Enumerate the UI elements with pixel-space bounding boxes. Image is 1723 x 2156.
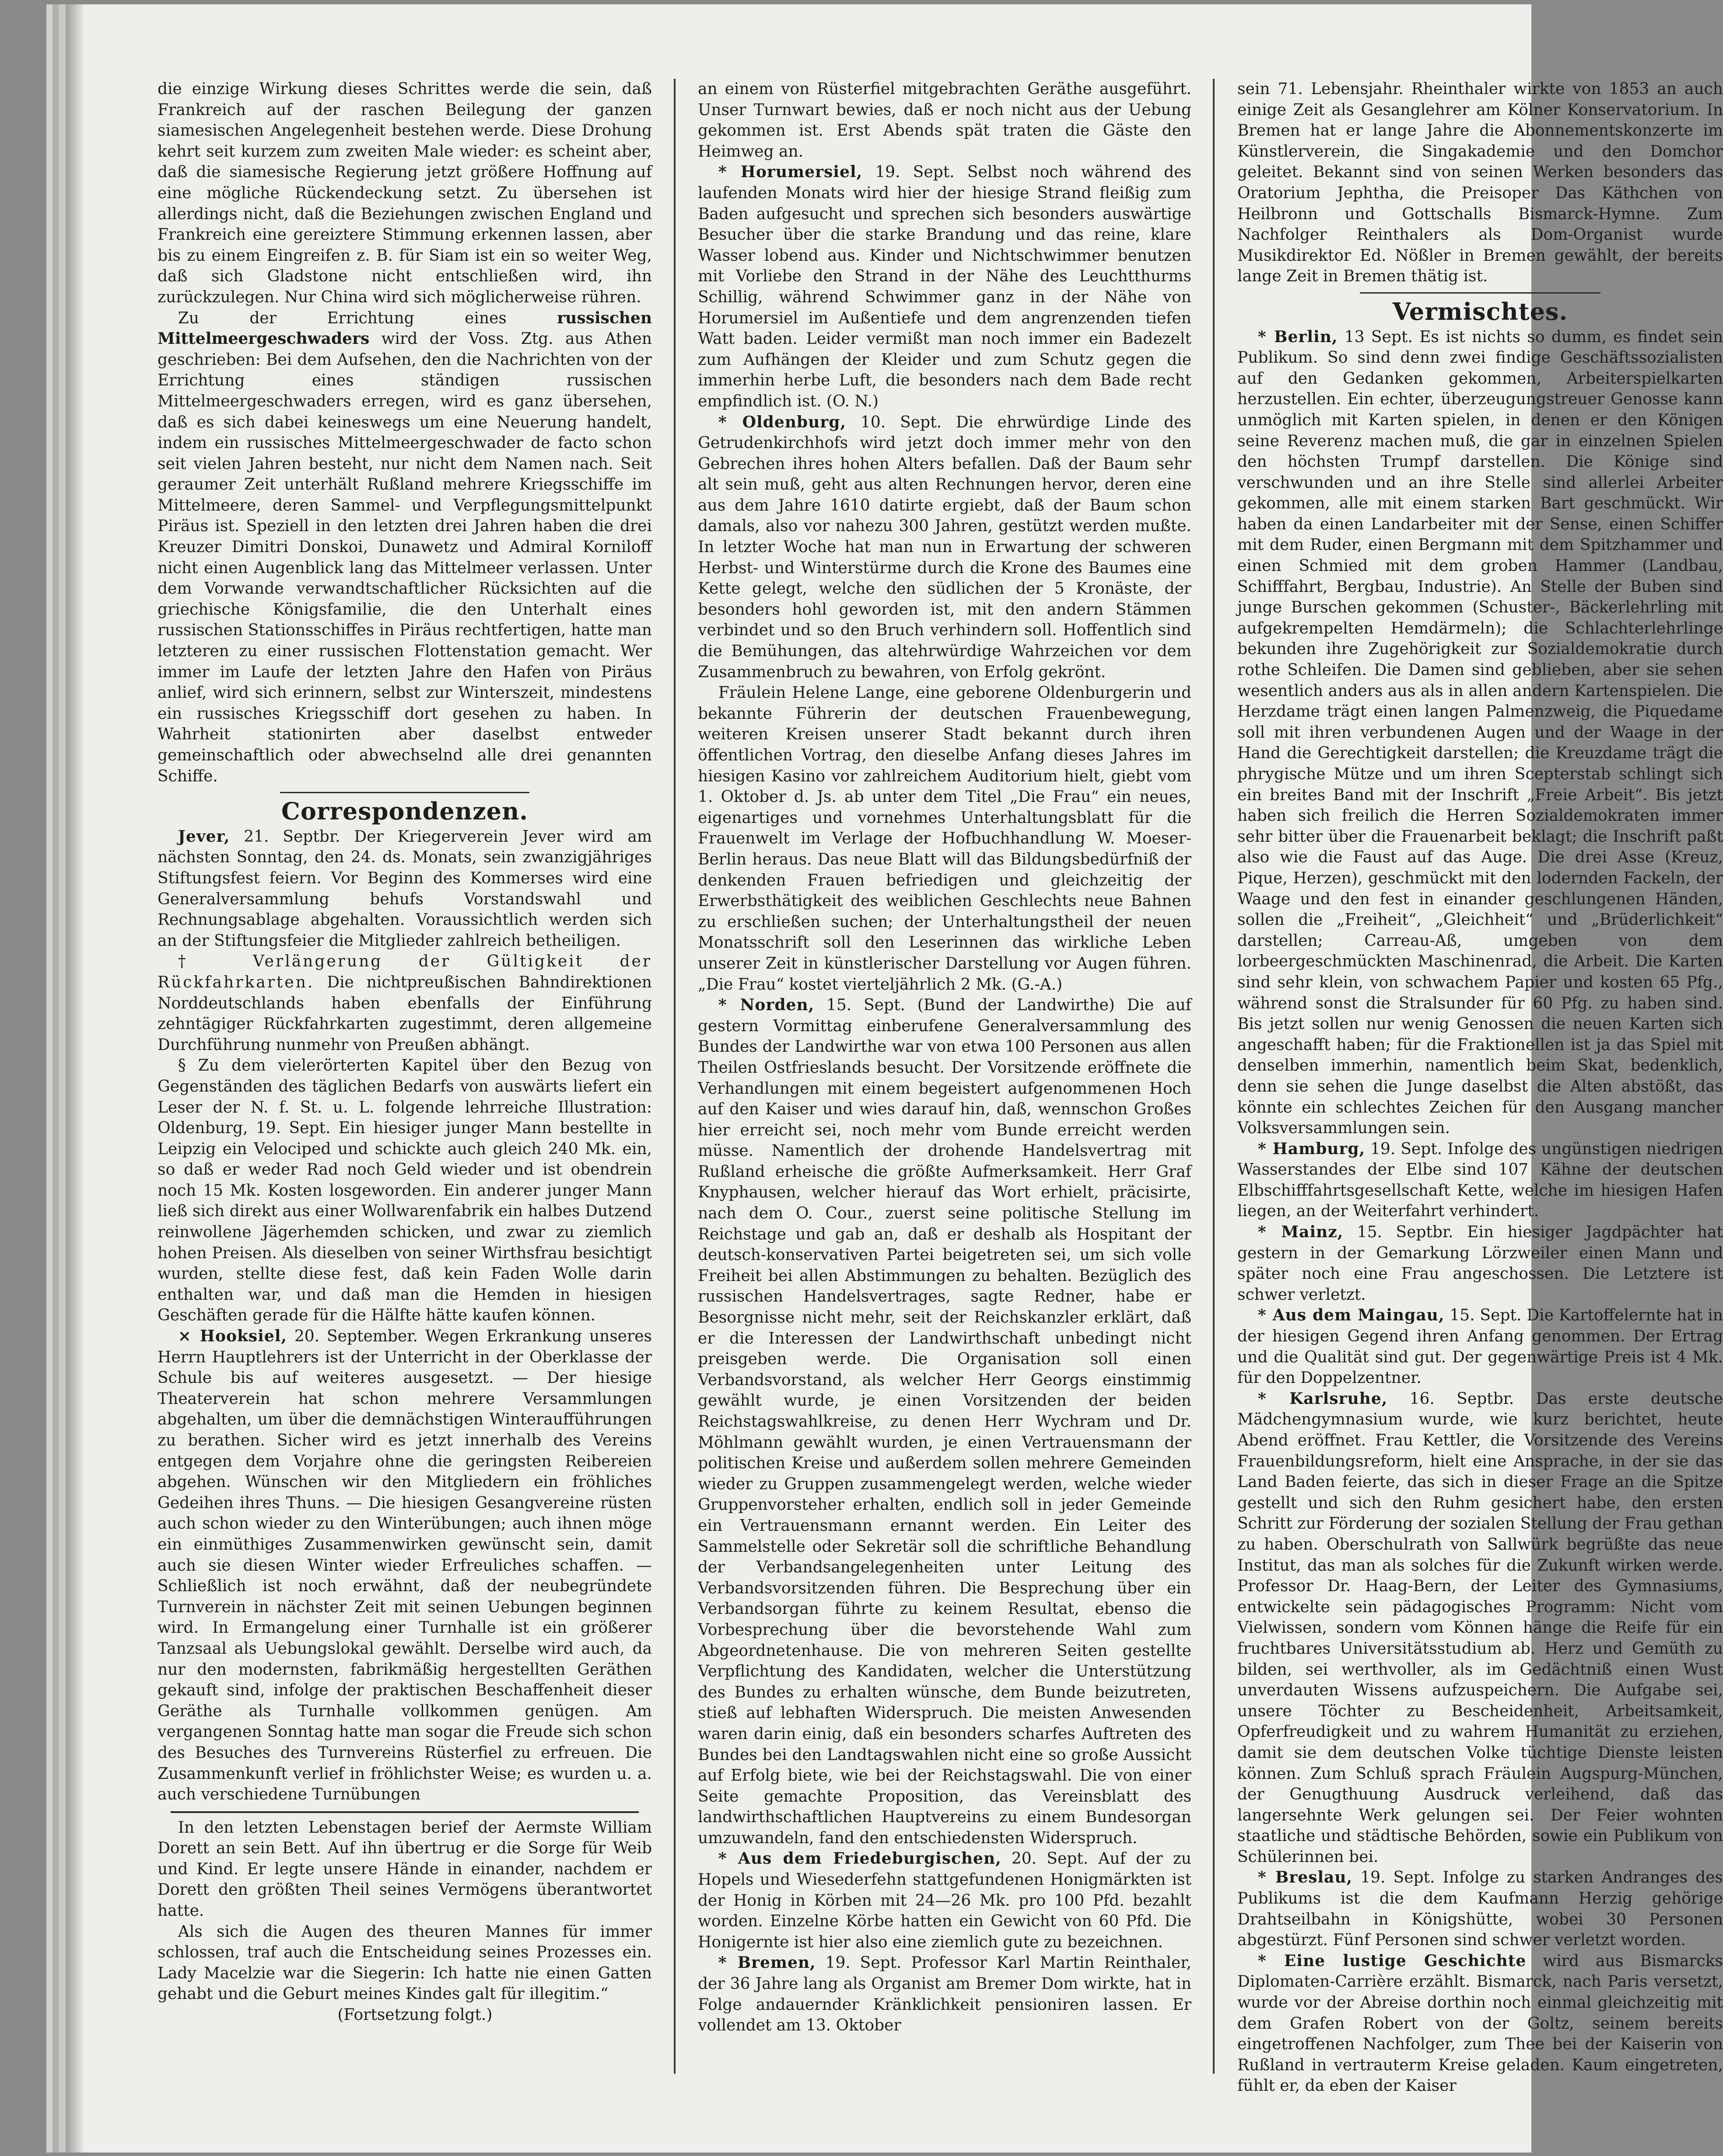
section-heading-vermischtes: Vermischtes.	[1392, 297, 1568, 326]
article-bezug: § Zu dem vielerörterten Kapitel über den Bezug von Gegenständen des täglichen Bedarfs von auswärts liefert ein Leser der N. f. St. u. L. folgende lehrreiche Illustration: Oldenburg, 19. Sept. Ein hiesiger junger Mann bestellte in Leipzig ein Velociped und schickte auch gleich 240 Mk. ein, so daß er weder Rad noch Geld wieder und ist obendrein noch 15 Mk. Kosten losgeworden. Ein anderer junger Mann ließ sich direkt aus einer Wollwarenfabrik ein halbes Dutzend reinwollene Jägerhemden schicken, und zwar zu ziemlich hohen Preisen. Als dieselben von seiner Wirthsfrau besichtigt wurden, stellte diese fest, daß kein Faden Wolle darin enthalten war, und daß man die Hemden in hiesigen Geschäften gerade für die Hälfte hätte kaufen können.	[158, 1057, 652, 1325]
article-text: 19. Sept. Infolge zu starken Andranges des Publikums ist die dem Kaufmann Herzig gehörige Drahtseilbahn in Königshütte, wobei 30 Personen abgestürzt. Fünf Personen sind schwer verletzt worden.	[1237, 1869, 1723, 1950]
article-text: 16. Septbr. Das erste deutsche Mädchengymnasium wurde, wie kurz berichtet, heute Abend eröffnet. Frau Kettler, die Vorsitzende des Vereins Frauenbildungsreform, hielt eine Ansprache, in der sie das Land Baden feierte, das sich in dieser Frage an die Spitze gestellt und sich den Ruhm gesichert habe, den ersten Schritt zur Förderung der sozialen Stellung der Frau gethan zu haben. Oberschulrath von Sallwürk begrüßte das neue Institut, das man als solches für die Zukunft wirken werde. Professor Dr. Haag-Bern, der Leiter des Gymnasiums, entwickelte sein pädagogisches Programm: Nicht vom Vielwissen, sondern vom Können hänge die Reife für ein fruchtbares Universitätsstudium ab. Herz und Gemüth zu bilden, sei werthvoller, als im Gedächtniß einen Wust unverdauten Wissens aufzuspeichern. Die Aufgabe sei, unsere Töchter zu Bescheidenheit, Arbeitsamkeit, Opferfreudigkeit und zu wahrem Humanität zu erziehen, damit sie dem deutschen Volke tüchtige Dienste leisten können. Zum Schluß sprach Fräulein Augspurg-München, der Genugthuung Ausdruck verleihend, daß das langersehnte Werk gelungen sei. Der Feier wohnten staatliche und städtische Behörden, sowie ein Publikum von Schülerinnen bei.	[1237, 1390, 1723, 1866]
article-hamburg	[1237, 1139, 1723, 1222]
page-columns	[158, 79, 1723, 2095]
article-bremen	[698, 1953, 1191, 2036]
section-divider	[280, 792, 529, 793]
dateline: × Hooksiel,	[178, 1327, 287, 1346]
article-bismarck	[1237, 1951, 1723, 2096]
article-text: 20. Sept. Auf der zu Hopels und Wiesederfehn stattgefundenen Honigmärkten ist der Honig in Körben mit 24—26 Mk. pro 100 Pfd. bezahlt worden. Einzelne Körbe hatten ein Gewicht von 60 Pfd. Die Honigernte ist hier also eine ziemlich gute zu bezeichnen.	[698, 1850, 1191, 1951]
article-text: 13 Sept. Es ist nichts so dumm, es findet sein Publikum. So sind denn zwei findige Geschäftssozialisten auf den Gedanken gekommen, Arbeiterspielkarten herzustellen. Ein echter, überzeugungstreuer Genosse kann unmöglich mit Karten spielen, in denen er den Königen seine Reverenz machen muß, die gar in einzelnen Spielen den höchsten Trumpf darstellen. Die Könige sind verschwunden und an ihre Stelle sind allerlei Arbeiter gekommen, alle mit einem starken Bart geschmückt. Wir haben da einen Landarbeiter mit der Sense, einen Schiffer mit dem Ruder, einen Bergmann mit dem Spitzhammer und einen Schmied mit dem groben Hammer (Landbau, Schifffahrt, Bergbau, Industrie). An Stelle der Buben sind junge Burschen gekommen (Schuster-, Bäckerlehrling mit aufgekrempelten Hemdärmeln); die Schlachterlehrlinge bekunden ihre Zugehörigkeit zur Sozialdemokratie durch rothe Schleifen. Die Damen sind geblieben, aber sie sehen wesentlich anders aus als in allen andern Kartenspielen. Die Herzdame trägt einen langen Palmenzweig, die Piquedame soll mit ihren verbundenen Augen und der Waage in der Hand die Gerechtigkeit darstellen; die Kreuzdame trägt die phrygische Mütze und um ihren Scepterstab schlingt sich ein breites Band mit der Inschrift „Freie Arbeit“. Bis jetzt haben sich freilich die Herren Sozialdemokraten immer sehr bitter über die Frauenarbeit beklagt; die Inschrift paßt also wie die Faust auf das Auge. Die drei Asse (Kreuz, Pique, Herzen), geschmückt mit den lodernden Fackeln, der Waage und den fest in einander geschlungenen Händen, sollen die „Freiheit“, „Gleichheit“ und „Brüderlichkeit“ darstellen; Carreau-Aß, umgeben von dem lorbeergeschmückten Maschinenrad, die Arbeit. Die Karten sind sehr klein, von schwachem Papier und kosten 65 Pfg., während sonst die Stralsunder für 60 Pfg. zu haben sind. Bis jetzt sollen nur wenig Genossen die neuen Karten sich angeschafft haben; für die Fraktionellen ist ja das Spiel mit denselben immerhin, namentlich beim Skat, bedenklich, denn sie sehen die Junge daselbst die Alten abstößt, das könnte ein schlechtes Zeichen für den Ausgang mancher Volksversammlungen sein.	[1237, 328, 1723, 1138]
article-jever	[158, 826, 652, 952]
article-karlsruhe	[1237, 1389, 1723, 1868]
article-rueckfahrkarten	[158, 951, 652, 1055]
dateline: * Aus dem Maingau,	[1257, 1306, 1445, 1325]
article-friedeburg	[698, 1848, 1191, 1953]
article-russian-fleet	[158, 308, 652, 787]
dateline: * Horumersiel,	[718, 163, 863, 182]
article-text: 20. September. Wegen Erkrankung unseres Herrn Hauptlehrers ist der Unterricht in der Oberklasse der Schule bis auf weiteres ausgesetzt. — Der hiesige Theaterverein hat schon mehrere Versammlungen abgehalten, um über die demnächstigen Winteraufführungen zu berathen. Sicher wird es jetzt innerhalb des Vereins entgegen dem Vorjahre ohne die geringsten Reibereien abgehen. Wünschen wir den Mitgliedern ein fröhliches Gedeihen ihres Thuns. — Die hiesigen Gesangvereine rüsten auch schon wieder zu den Winterübungen; auch ihnen möge ein einmüthiges Zusammenwirken gewünscht sein, damit auch sie diesen Winter wieder Erfreuliches schaffen. — Schließlich ist noch erwähnt, daß der neubegründete Turnverein in nächster Zeit mit seinen Uebungen beginnen wird. In Ermangelung einer Turnhalle ist ein größerer Tanzsaal als Uebungslokal gewählt. Derselbe wird auch, da nur den modernsten, fabrikmäßig hergestellten Geräthen gekauft sind, infolge der praktischen Beschaffenheit dieser Geräthe als Turnhalle vollkommen genügen. Am vergangenen Sonntag hatte man sogar die Freude sich schon des Besuches des Turnvereins Rüsterfiel zu erfreuen. Die Zusammenkunft verlief in fröhlichster Weise; es wurden u. a. auch verschiedene Turnübungen	[158, 1327, 652, 1804]
dateline: * Breslau,	[1257, 1868, 1353, 1887]
article-text: 10. Sept. Die ehrwürdige Linde des Getrudenkirchhofs wird jetzt doch immer mehr von den Gebrechen ihres hohen Alters befallen. Daß der Baum sehr alt sein muß, geht aus alten Rechnungen hervor, deren eine aus dem Jahre 1610 datirte ergiebt, daß der Baum schon damals, also vor nahezu 300 Jahren, gestützt werden mußte. In letzter Woche hat man nun in Erwartung der schweren Herbst- und Winterstürme durch die Krone des Baumes eine Kette gelegt, welche den südlichen der 5 Kronäste, der besonders hohl geworden ist, mit den andern Stämmen verbindet und so den Bruch verhindern soll. Hoffentlich sind die Bemühungen, das altehrwürdige Wahrzeichen vor dem Zusammenbruch zu bewahren, von Erfolg gekrönt.	[698, 413, 1191, 681]
article-maingau	[1237, 1305, 1723, 1388]
dateline: * Bremen,	[718, 1953, 816, 1972]
column-1	[158, 79, 652, 2074]
article-bremen-end: sein 71. Lebensjahr. Rheinthaler wirkte von 1853 an auch einige Zeit als Gesanglehrer am Kölner Konservatorium. In Bremen hat er lange Jahre die Abonnementskonzerte im Künstlerverein, die Singakademie und den Domchor geleitet. Bekannt sind von seinen Werken besonders das Oratorium Jephtha, die Preisoper Das Käthchen von Heilbronn und Gottschalls Bismarck-Hymne. Zum Nachfolger Reinthalers als Dom-Organist wurde Musikdirektor Ed. Nößler in Bremen gewählt, der bereits lange Zeit in Bremen thätig ist.	[1237, 80, 1723, 286]
section-divider	[1360, 292, 1600, 294]
article-text: Die nichtpreußischen Bahndirektionen Norddeutschlands haben ebenfalls der Einführung zehntägiger Rückfahrkarten zugestimmt, deren allgemeine Durchführung nunmehr von Preußen abhängt.	[158, 973, 652, 1054]
dateline: * Oldenburg,	[718, 413, 846, 431]
article-text: 19. Sept. Infolge des ungünstigen niedrigen Wasserstandes der Elbe sind 107 Kähne der deutschen Elbschifffahrtsgesellschaft Kette, welche im hiesigen Hafen liegen, an der Weiterfahrt verhindert.	[1237, 1140, 1723, 1221]
novel-paragraph: In den letzten Lebenstagen berief der Aermste William Dorett an sein Bett. Auf ihn übertrug er die Sorge für Weib und Kind. Er legte unsere Hände in einander, nachdem er Dorett den größten Theil seines Vermögens überantwortet hatte.	[158, 1818, 652, 1920]
dateline: * Hamburg,	[1257, 1139, 1366, 1158]
dateline: * Eine lustige Geschichte	[1257, 1951, 1527, 1970]
article-text: Zu der Errichtung eines	[178, 309, 557, 327]
dateline: * Mainz,	[1257, 1223, 1344, 1242]
dateline: * Karlsruhe,	[1257, 1389, 1388, 1408]
article-oldenburg	[698, 412, 1191, 683]
dateline: Jever,	[178, 827, 230, 846]
article-keyword: † Verlängerung der Gültigkeit der Rückfahrkarten.	[158, 952, 652, 991]
column-rule	[1213, 79, 1215, 2074]
continuation-note: (Fortsetzung folgt.)	[337, 2006, 493, 2024]
article-mainz	[1237, 1222, 1723, 1305]
column-2	[698, 79, 1191, 2074]
article-breslau	[1237, 1867, 1723, 1950]
column-3	[1237, 79, 1723, 2095]
article-helene-lange: Fräulein Helene Lange, eine geborene Oldenburgerin und bekannte Führerin der deutschen Frauenbewegung, weiteren Kreisen unserer Stadt bekannt durch ihren öffentlichen Vortrag, den dieselbe Anfang dieses Jahres im hiesigen Kasino vor zahlreichem Auditorium hielt, giebt vom 1. Oktober d. Js. ab unter dem Titel „Die Frau“ ein neues, eigenartiges und vornehmes Unterhaltungsblatt für die Frauenwelt im Verlage der Hofbuchhandlung W. Moeser-Berlin heraus. Das neue Blatt will das Bildungsbedürfniß der denkenden Frauen befriedigen und gleichzeitig der Erwerbsthätigkeit des weiblichen Geschlechts neue Bahnen zu erschließen suchen; der Unterhaltungstheil der neuen Monatsschrift soll den Leserinnen das wirkliche Leben unserer Zeit in künstlerischer Darstellung vor Augen führen. „Die Frau“ kostet vierteljährlich 2 Mk. (G.-A.)	[698, 684, 1191, 994]
dateline: * Aus dem Friedeburgischen,	[718, 1849, 1002, 1868]
article-berlin	[1237, 327, 1723, 1139]
article-text: 19. Sept. Professor Karl Martin Reinthaler, der 36 Jahre lang als Organist am Bremer Dom wirkte, hat in Folge andauernder Kränklichkeit pensioniren lassen. Er vollendet am 13. Oktober	[698, 1954, 1191, 2035]
dateline: * Norden,	[718, 996, 815, 1015]
article-text: 15. Septbr. Ein hiesiger Jagdpächter hat gestern in der Gemarkung Lörzweiler einen Mann und später noch eine Frau angeschossen. Die Letztere ist schwer verletzt.	[1237, 1223, 1723, 1304]
article-siam-end: die einzige Wirkung dieses Schrittes werde die sein, daß Frankreich auf der raschen Beilegung der ganzen siamesischen Angelegenheit bestehen werde. Diese Drohung kehrt seit kurzem zum zweiten Male wieder: es scheint aber, daß die siamesische Regierung jetzt größere Hoffnung auf eine mögliche Rückendeckung setzt. Zu übersehen ist allerdings nicht, daß die Beziehungen zwischen England und Frankreich eine gereiztere Stimmung erkennen lassen, aber bis zu einem Eingreifen z. B. für Siam ist ein so weiter Weg, daß sich Gladstone nicht entschließen wird, ihn zurückzulegen. Nur China wird sich möglicherweise rühren.	[158, 80, 652, 306]
article-hooksiel	[158, 1326, 652, 1805]
dateline: * Berlin,	[1257, 327, 1338, 346]
article-keyword: russischen Mittelmeergeschwaders	[158, 308, 652, 348]
article-text: 19. Sept. Selbst noch während des laufenden Monats wird hier der hiesige Strand fleißig zum Baden aufgesucht und sprechen sich besonders auswärtige Besucher über die starke Brandung und das reine, klare Wasser lobend aus. Kinder und Nichtschwimmer benutzen mit Vorliebe den Strand in der Nähe des Leuchtthurms Schillig, während Schwimmer ganz in der Nähe von Horumersiel im Außentiefe und dem angrenzenden tiefen Watt baden. Leider vermißt man noch immer ein Badezelt zum Aufhängen der Kleider und zum Schutz gegen die immerhin herbe Luft, die besonders nach dem Bade recht empfindlich ist. (O. N.)	[698, 163, 1191, 410]
column-rule	[674, 79, 676, 2074]
article-text: 21. Septbr. Der Kriegerverein Jever wird am nächsten Sonntag, den 24. ds. Monats, sein zwanzigjähriges Stiftungsfest feiern. Vor Beginn des Kommerses wird eine Generalversammlung behufs Vorstandswahl und Rechnungsablage abgehalten. Voraussichtlich werden sich an der Stiftungsfeier die Mitglieder zahlreich betheiligen.	[158, 827, 652, 950]
article-text: wird der Voss. Ztg. aus Athen geschrieben: Bei dem Aufsehen, den die Nachrichten von der Errichtung eines ständigen russischen Mittelmeergeschwaders erregen, wird es ganz übersehen, daß es sich dabei keineswegs um eine Neuerung handelt, indem ein russisches Mittelmeergeschwader de facto schon seit vielen Jahren besteht, nur nicht dem Namen nach. Seit geraumer Zeit unterhält Rußland mehrere Kriegsschiffe im Mittelmeere, deren Sammel- und Verpflegungsmittelpunkt Piräus ist. Speziell in den letzten drei Jahren haben die drei Kreuzer Dimitri Donskoi, Dunawetz und Admiral Korniloff nicht einen Augenblick lang das Mittelmeer verlassen. Unter dem Vorwande verwandtschaftlicher Rücksichten auf die griechische Königsfamilie, die den Unterhalt eines russischen Stationsschiffes in Piräus rechtfertigen, hatte man letzteren zu einer russischen Flottenstation gemacht. Wer immer im Laufe der letzten Jahre den Hafen von Piräus anlief, wird sich erinnern, selbst zur Winterszeit, mindestens ein russisches Kriegsschiff dort gesehen zu haben. In Wahrheit stationirten aber daselbst entweder gemeinschaftlich oder abwechselnd alle drei genannten Schiffe.	[158, 330, 652, 785]
feuilleton-divider	[171, 1811, 639, 1813]
article-norden	[698, 995, 1191, 1848]
article-horumersiel	[698, 162, 1191, 412]
newspaper-page	[66, 4, 1723, 2152]
article-text: wird aus Bismarcks Diplomaten-Carrière erzählt. Bismarck, nach Paris versetzt, wurde vor der Abreise dorthin noch einmal gleichzeitig mit dem Grafen Robert von der Goltz, seinem bereits eingetroffenen Nachfolger, zum Thee bei der Kaiserin von Rußland in vertrauterm Kreise geladen. Kaum eingetreten, fühlt er, da eben der Kaiser	[1237, 1952, 1723, 2095]
article-text: 15. Sept. Die Kartoffelernte hat in der hiesigen Gegend ihren Anfang genommen. Der Ertrag und die Qualität sind gut. Der gegenwärtige Preis ist 4 Mk. für den Doppelzentner.	[1237, 1306, 1723, 1387]
section-heading-correspondenzen: Correspondenzen.	[281, 797, 529, 826]
novel-paragraph: Als sich die Augen des theuren Mannes für immer schlossen, traf auch die Entscheidung seines Prozesses ein. Lady Macelzie war die Siegerin: Ich hatte nie einen Gatten gehabt und die Geburt meines Kindes galt für illegitim.“	[158, 1922, 652, 2003]
article-text: 15. Sept. (Bund der Landwirthe) Die auf gestern Vormittag einberufene Generalversammlung des Bundes der Landwirthe war von etwa 100 Personen aus allen Theilen Ostfrieslands besucht. Der Vorsitzende eröffnete die Verhandlungen mit einem begeistert aufgenommenen Hoch auf den Kaiser und wies darauf hin, daß, wennschon Großes hier erreicht sei, noch mehr vom Bunde erreicht werden müsse. Namentlich der drohende Handelsvertrag mit Rußland erheische die größte Aufmerksamkeit. Herr Graf Knyphausen, welcher hierauf das Wort erhielt, präcisirte, nach dem O. Cour., zuerst seine politische Stellung im Reichstage und gab an, daß er deshalb als Hospitant der deutsch-konservativen Partei beigetreten sei, um sich volle Freiheit bei allen Abstimmungen zu behalten. Bezüglich des russischen Handelsvertrages, sagte Redner, habe er Besorgnisse nicht mehr, seit der Reichskanzler erklärt, daß er die Interessen der Landwirthschaft unbedingt nicht preisgeben werde. Die Organisation soll einen Verbandsvorstand, als welcher Herr Georgs einstimmig gewählt wurde, je einen Vorsitzenden der beiden Reichstagswahlkreise, zu denen Herr Wychram und Dr. Möhlmann gewählt wurden, je einen Vertrauensmann der politischen Kreise und außerdem sollen mehrere Gemeinden wieder zu Gruppen zusammengelegt werden, welche wieder Gruppenvorsteher erhalten, endlich soll in jeder Gemeinde ein Vertrauensmann ernannt werden. Ein Leiter des Sammelstelle oder Sekretär soll die schriftliche Behandlung der Verbandsangelegenheiten unter Leitung des Verbandsvorsitzenden führen. Die Besprechung über ein Verbandsorgan führte zu keinem Resultat, ebenso die Vorbesprechung über die bevorstehende Wahl zum Abgeordnetenhause. Die von mehreren Seiten gestellte Verpflichtung des Kandidaten, welcher die Unterstützung des Bundes zu erhalten wünsche, dem Bunde beizutreten, stieß auf lebhaften Widerspruch. Die meisten Anwesenden waren darin einig, daß ein besonders scharfes Auftreten des Bundes bei den Landtagswahlen nicht eine so große Aussicht auf Erfolg biete, wie bei der Reichstagswahl. Die von einer Seite gemachte Proposition, das Vereinsblatt des landwirthschaftlichen Hauptvereins zu einem Bundesorgan umzuwandeln, fand den entschiedensten Widerspruch.	[698, 996, 1191, 1847]
article-hooksiel-end: an einem von Rüsterfiel mitgebrachten Geräthe ausgeführt. Unser Turnwart bewies, daß er noch nicht aus der Uebung gekommen ist. Erst Abends spät traten die Gäste den Heimweg an.	[698, 80, 1191, 161]
